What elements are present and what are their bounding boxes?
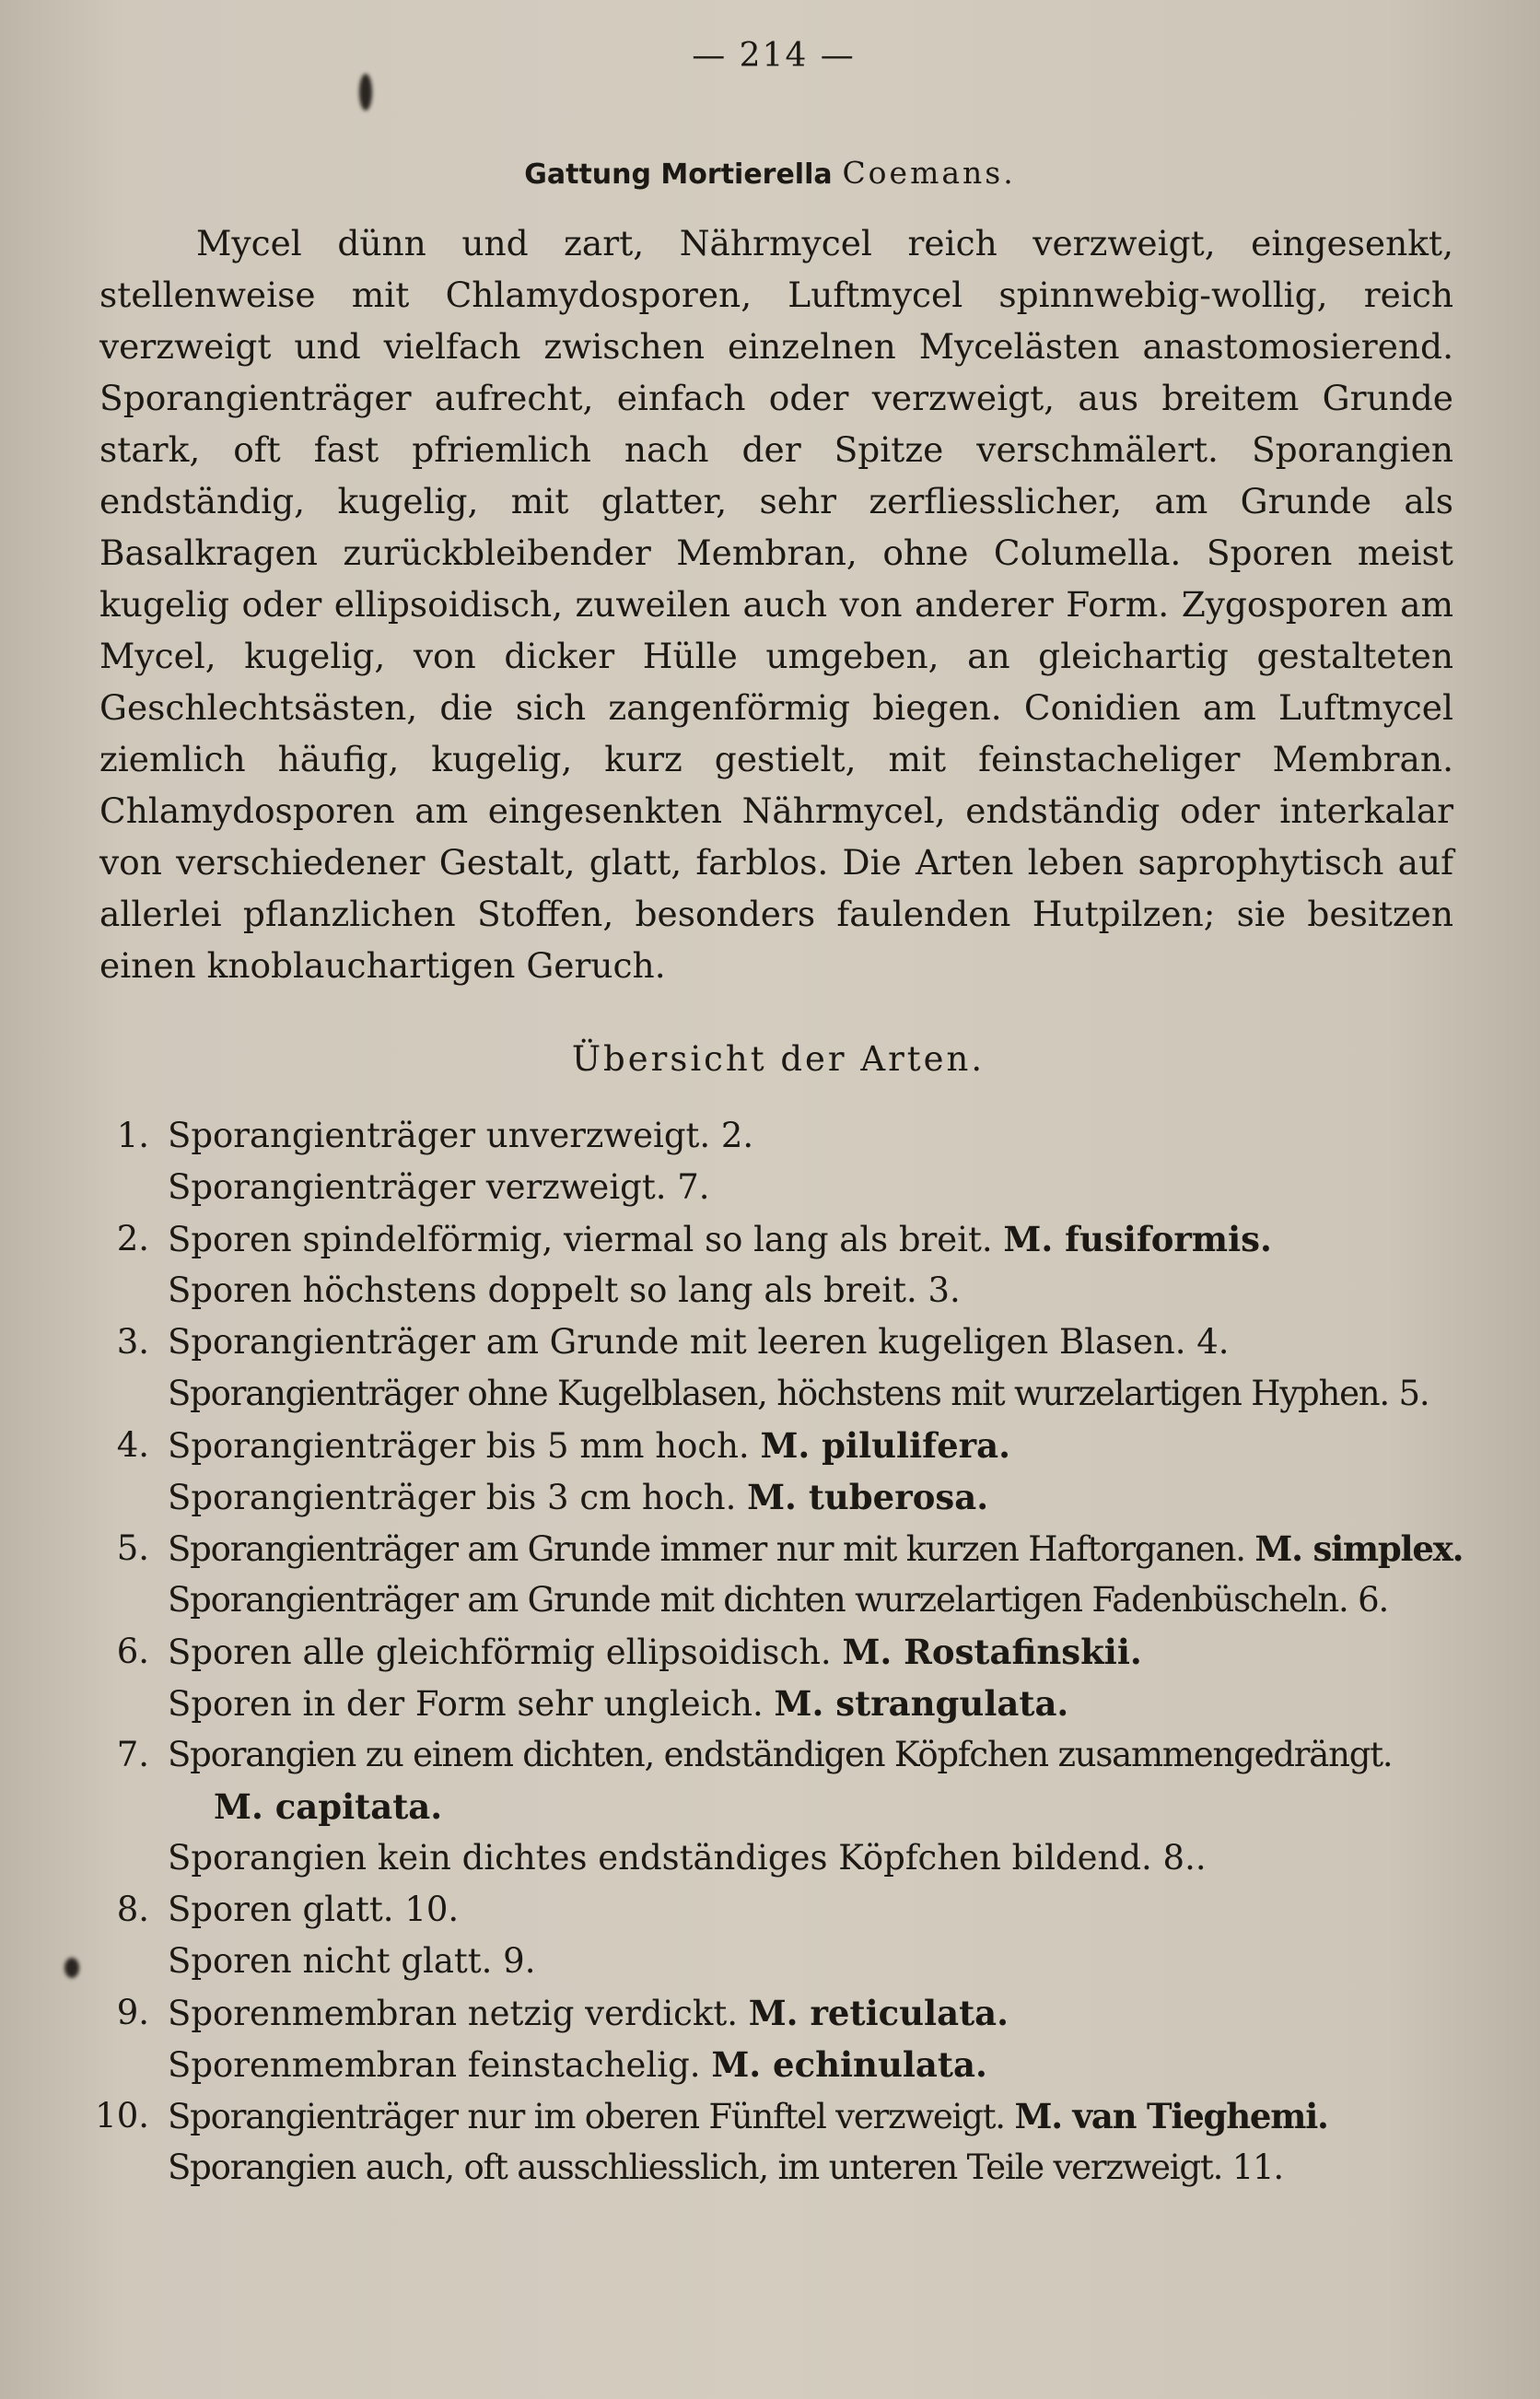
key-text: Sporangienträger am Grunde mit leeren kugeligen Blasen. 4. xyxy=(168,1322,1230,1362)
key-row xyxy=(88,1471,1461,1523)
ink-smudge xyxy=(64,1958,79,1978)
key-row xyxy=(88,1574,1461,1626)
key-text: Sporen nicht glatt. 9. xyxy=(168,1941,536,1981)
key-row xyxy=(88,2039,1461,2090)
key-row xyxy=(88,1317,1461,1368)
species-name: M. van Tieghemi. xyxy=(1014,2096,1328,2136)
key-text: Sporen in der Form sehr ungleich. xyxy=(168,1684,775,1724)
key-number: 4. xyxy=(116,1425,149,1465)
key-row xyxy=(88,1523,1464,1574)
species-name: M. strangulata. xyxy=(774,1683,1069,1724)
overview-title: Übersicht der Arten. xyxy=(571,1039,986,1079)
key-row xyxy=(88,1265,1461,1317)
key-number: 7. xyxy=(116,1735,149,1774)
key-row xyxy=(88,1626,1461,1678)
key-number: 3. xyxy=(116,1322,149,1362)
key-text: Sporangienträger am Grunde immer nur mit kurzen Haftorganen. xyxy=(168,1529,1255,1569)
key-text: Sporangienträger bis 5 mm hoch. xyxy=(168,1426,761,1466)
species-name: M. tuberosa. xyxy=(747,1477,989,1517)
species-key xyxy=(88,1110,1464,2194)
key-text: Sporangienträger nur im oberen Fünftel verzweigt. xyxy=(168,2097,1015,2136)
key-text: Sporen glatt. 10. xyxy=(168,1890,460,1929)
key-row xyxy=(88,1420,1461,1471)
key-row xyxy=(88,1213,1461,1265)
key-number: 5. xyxy=(116,1528,149,1568)
key-text: Sporen alle gleichförmig ellipsoidisch. xyxy=(168,1632,843,1672)
key-text: Sporangienträger verzweigt. 7. xyxy=(168,1167,710,1207)
genus-description: Mycel dünn und zart, Nährmycel reich verzweigt, eingesenkt, stellenweise mit Chlamydosporen, Luftmycel spinnwebig-wollig, reich verzweigt und vielfach zwischen einzelnen Mycelästen anastomosierend. Sporangienträger aufrecht, einfach oder verzweigt, aus breitem Grunde stark, oft fast pfriemlich nach der Spitze verschmälert. Sporangien endständig, kugelig, mit glatter, sehr zerfliesslicher, am Grunde als Basalkragen zurückbleibender Membran, ohne Columella. Sporen meist kugelig oder ellipsoidisch, zuweilen auch von anderer Form. Zygosporen am Mycel, kugelig, von dicker Hülle umgeben, an gleichartig gestalteten Geschlechtsästen, die sich zangenförmig biegen. Conidien am Luftmycel ziemlich häufig, kugelig, kurz gestielt, mit feinstacheliger Membran. Chlamydosporen am eingesenkten Nährmycel, endständig oder interkalar von verschiedener Gestalt, glatt, farblos. Die Arten leben saprophytisch auf allerlei pflanzlichen Stoffen, besonders faulenden Hutpilzen; sie besitzen einen knoblauchartigen Geruch. xyxy=(99,223,1453,986)
key-row xyxy=(88,1936,1461,1987)
key-row xyxy=(88,1729,1461,1781)
key-text: Sporangien auch, oft ausschliesslich, im unteren Teile verzweigt. 11. xyxy=(168,2147,1283,2187)
species-name: M. simplex. xyxy=(1254,1528,1464,1569)
key-row xyxy=(88,1368,1461,1420)
key-text: Sporen spindelförmig, viermal so lang als breit. xyxy=(168,1220,1004,1259)
key-row xyxy=(88,1884,1461,1936)
key-text: Sporangien kein dichtes endständiges Köpfchen bildend. 8.. xyxy=(168,1838,1207,1878)
page-number: — 214 — xyxy=(692,37,856,75)
key-text: Sporangienträger am Grunde mit dichten wurzelartigen Fadenbüscheln. 6. xyxy=(168,1580,1388,1620)
key-text: Sporangienträger bis 3 cm hoch. xyxy=(168,1478,748,1517)
key-row xyxy=(88,1162,1461,1213)
key-row xyxy=(88,2090,1461,2142)
key-number: 2. xyxy=(116,1219,149,1258)
key-number: 9. xyxy=(116,1993,149,2032)
key-number: 1. xyxy=(116,1116,149,1155)
ink-smudge xyxy=(359,74,372,111)
species-name: M. pilulifera. xyxy=(760,1425,1010,1466)
key-text: Sporenmembran netzig verdickt. xyxy=(168,1994,749,2033)
key-number: 6. xyxy=(116,1632,149,1671)
species-name: M. echinulata. xyxy=(711,2044,987,2085)
key-row xyxy=(88,1781,1461,1832)
species-name: M. Rostafinskii. xyxy=(842,1632,1142,1672)
genus-name: Gattung Mortierella xyxy=(524,158,833,191)
key-text: Sporen höchstens doppelt so lang als breit. 3. xyxy=(168,1270,961,1310)
key-row xyxy=(88,1832,1461,1884)
key-row xyxy=(88,1110,1461,1162)
genus-heading xyxy=(0,155,1540,192)
key-text: Sporangien zu einem dichten, endständigen Köpfchen zusammengedrängt. xyxy=(168,1735,1393,1774)
key-number: 10. xyxy=(95,2096,149,2136)
species-name: M. reticulata. xyxy=(748,1993,1009,2033)
key-row xyxy=(88,2142,1461,2194)
key-text: Sporenmembran feinstachelig. xyxy=(168,2045,712,2085)
key-row xyxy=(88,1678,1461,1729)
key-number: 8. xyxy=(116,1890,149,1929)
key-row xyxy=(88,1987,1461,2039)
species-name: M. fusiformis. xyxy=(1003,1219,1272,1259)
key-text: Sporangienträger unverzweigt. 2. xyxy=(168,1116,754,1155)
genus-author: Coemans. xyxy=(842,155,1016,191)
key-text: Sporangienträger ohne Kugelblasen, höchstens mit wurzelartigen Hyphen. 5. xyxy=(168,1374,1429,1413)
species-name: M. capitata. xyxy=(214,1786,443,1827)
